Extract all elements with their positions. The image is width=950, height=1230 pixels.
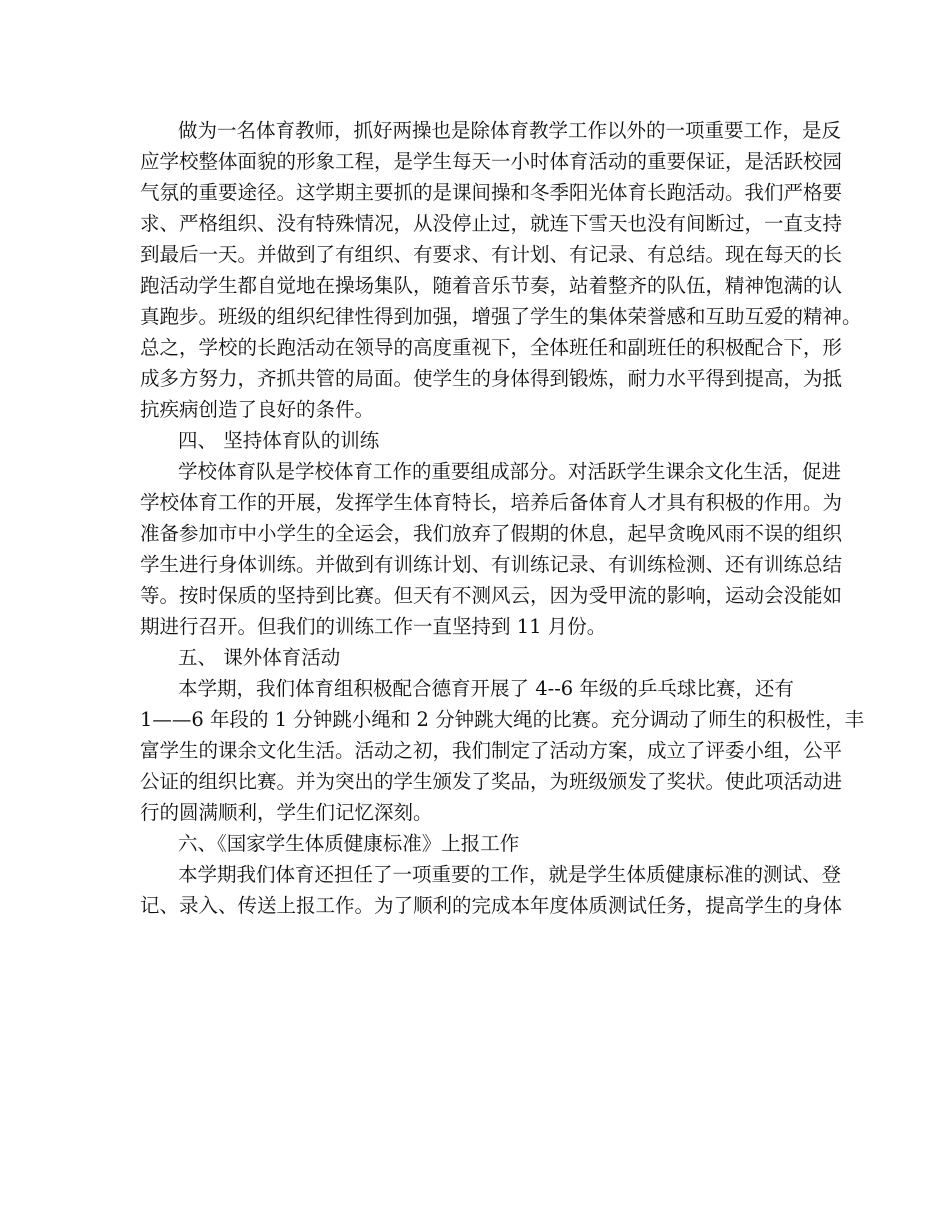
paragraph-line: 抗疾病创造了良好的条件。: [140, 398, 375, 421]
section-heading: 六、《国家学生体质健康标准》上报工作: [178, 832, 520, 855]
section-heading: 五、 课外体育活动: [178, 646, 341, 669]
paragraph-line: 准备参加市中小学生的全运会，我们放弃了假期的休息，起早贪晚风雨不误的组织: [140, 522, 843, 545]
paragraph-line: 求、严格组织、没有特殊情况，从没停止过，就连下雪天也没有间断过，一直支持: [140, 212, 843, 235]
paragraph-line: 期进行召开。但我们的训练工作一直坚持到 11 月份。: [140, 615, 607, 638]
paragraph-line: 总之，学校的长跑活动在领导的高度重视下，全体班任和副班任的积极配合下，形: [140, 336, 843, 359]
paragraph-line: 本学期我们体育还担任了一项重要的工作，就是学生体质健康标准的测试、登: [178, 863, 842, 886]
paragraph-line: 学校体育队是学校体育工作的重要组成部分。对活跃学生课余文化生活，促进: [178, 460, 842, 483]
section-heading: 四、 坚持体育队的训练: [178, 429, 380, 452]
paragraph-line: 富学生的课余文化生活。活动之初，我们制定了活动方案，成立了评委小组，公平: [140, 739, 843, 762]
paragraph-line: 本学期，我们体育组积极配合德育开展了 4--6 年级的乒乓球比赛，还有: [178, 677, 794, 700]
paragraph-line: 学校体育工作的开展，发挥学生体育特长，培养后备体育人才具有积极的作用。为: [140, 491, 843, 514]
paragraph-line: 跑活动学生都自觉地在操场集队，随着音乐节奏，站着整齐的队伍，精神饱满的认: [140, 274, 843, 297]
paragraph-line: 1——6 年段的 1 分钟跳小绳和 2 分钟跳大绳的比赛。充分调动了师生的积极性，丰: [140, 708, 865, 731]
paragraph-line: 做为一名体育教师，抓好两操也是除体育教学工作以外的一项重要工作，是反: [178, 119, 842, 142]
paragraph-line: 公证的组织比赛。并为突出的学生颁发了奖品，为班级颁发了奖状。使此项活动进: [140, 770, 843, 793]
paragraph-line: 真跑步。班级的组织纪律性得到加强，增强了学生的集体荣誉感和互助互爱的精神。: [140, 305, 862, 328]
paragraph-line: 学生进行身体训练。并做到有训练计划、有训练记录、有训练检测、还有训练总结: [140, 553, 843, 576]
paragraph-line: 行的圆满顺利，学生们记忆深刻。: [140, 801, 433, 824]
paragraph-line: 气氛的重要途径。这学期主要抓的是课间操和冬季阳光体育长跑活动。我们严格要: [140, 181, 843, 204]
paragraph-line: 应学校整体面貌的形象工程，是学生每天一小时体育活动的重要保证，是活跃校园: [140, 150, 843, 173]
paragraph-line: 到最后一天。并做到了有组织、有要求、有计划、有记录、有总结。现在每天的长: [140, 243, 843, 266]
paragraph-line: 记、录入、传送上报工作。为了顺利的完成本年度体质测试任务，提高学生的身体: [140, 894, 843, 917]
paragraph-line: 等。按时保质的坚持到比赛。但天有不测风云，因为受甲流的影响，运动会没能如: [140, 584, 843, 607]
paragraph-line: 成多方努力，齐抓共管的局面。使学生的身体得到锻炼，耐力水平得到提高，为抵: [140, 367, 843, 390]
